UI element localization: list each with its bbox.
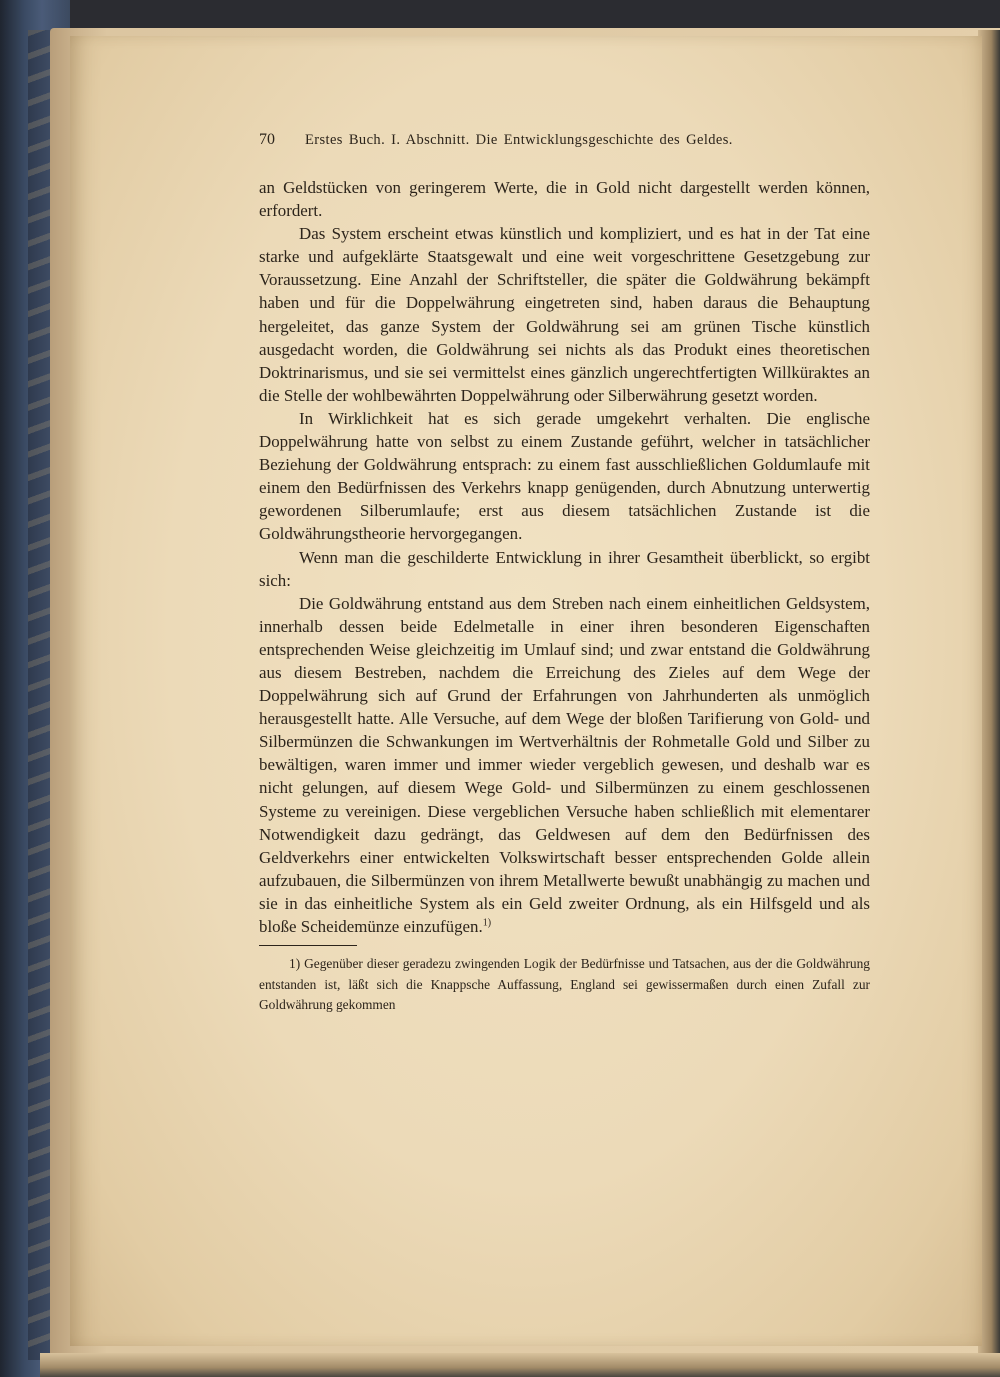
paragraph-4: Wenn man die geschilderte Entwicklung in ihrer Gesamtheit überblickt, so ergibt sich: (259, 547, 870, 590)
running-title: Erstes Buch. I. Abschnitt. Die Entwicklungsgeschichte des Geldes. (305, 132, 733, 148)
bottom-page-edge (40, 1353, 1000, 1377)
paragraph-5 (259, 592, 870, 938)
footnote-1: 1) Gegenüber dieser geradezu zwingenden Logik der Bedürfnisse und Tatsachen, aus der die Goldwährung entstanden ist, läßt sich die Knappsche Auffassung, England sei gewissermaßen durch einen Zufall zur Goldwährung gekommen (259, 956, 870, 1013)
paragraph-1: an Geldstücken von geringerem Werte, die in Gold nicht dargestellt werden können, erfordert. (259, 178, 870, 221)
footnotes (259, 954, 870, 1016)
paragraph-2: Das System erscheint etwas künstlich und kompliziert, und es hat in der Tat eine starke und aufgeklärte Staatsgewalt und eine weit vorgeschrittene Gesetzgebung zur Voraussetzung. Eine Anzahl der Schriftsteller, die später die Goldwährung bekämpft haben und für die Doppelwährung eingetreten sind, haben daraus die Behauptung hergeleitet, das ganze System der Goldwährung sei am grünen Tische künstlich ausgedacht worden, die Goldwährung sei nichts als das Produkt eines theoretischen Doktrinarismus, und sie sei vermittelst eines gänzlich ungerechtfertigten Willküraktes an die Stelle der wohlbewährten Doppelwährung oder Silberwährung gesetzt worden. (259, 224, 870, 405)
page-number: 70 (259, 131, 275, 148)
body-text (259, 176, 870, 938)
paragraph-5-text: Die Goldwährung entstand aus dem Streben nach einem einheitlichen Geldsystem, innerhalb dessen beide Edelmetalle in einer ihren besonderen Eigenschaften entsprechenden Weise gleichzeitig im Umlauf sind; und zwar entstand die Goldwährung aus diesem Bestreben, nachdem die Erreichung des Zieles auf dem Wege der Doppelwährung sich auf Grund der Erfahrungen von Jahrhunderten als unmöglich herausgestellt hatte. Alle Versuche, auf dem Wege der bloßen Tarifierung von Gold- und Silbermünzen die Schwankungen im Wertverhältnis der Rohmetalle Gold und Silber zu bewältigen, waren immer und immer wieder vergeblich gewesen, und deshalb war es nicht gelungen, auf diesem Wege Gold- und Silbermünzen zu einem geschlossenen Systeme zu vereinigen. Diese vergeblichen Versuche haben schließlich mit elementarer Notwendigkeit dazu gedrängt, das Geldwesen auf dem den Bedürfnissen des Geldverkehrs einer entwickelten Volkswirtschaft besser entsprechenden Golde allein aufzubauen, die Silbermünzen von ihrem Metallwerte bewußt unabhängig zu machen und sie in das einheitliche System als ein Geld zweiter Ordnung, als ein Hilfsgeld und als bloße Scheidemünze einzufügen. (259, 593, 870, 936)
running-header (259, 131, 870, 161)
paragraph-3: In Wirklichkeit hat es sich gerade umgekehrt verhalten. Die englische Doppelwährung hatte von selbst zu einem Zustande geführt, welcher in tatsächlicher Beziehung der Goldwährung entsprach: zu einem fast ausschließlichen Goldumlaufe mit einem den Bedürfnissen des Verkehrs knapp genügenden, durch Abnutzung unterwertig gewordenen Silberumlaufe; erst aus diesem tatsächlichen Zustande ist die Goldwährungstheorie hervorgegangen. (259, 408, 870, 544)
footnote-divider (259, 945, 357, 946)
footnote-reference: 1) (482, 917, 492, 929)
page-text-block (259, 131, 870, 1016)
